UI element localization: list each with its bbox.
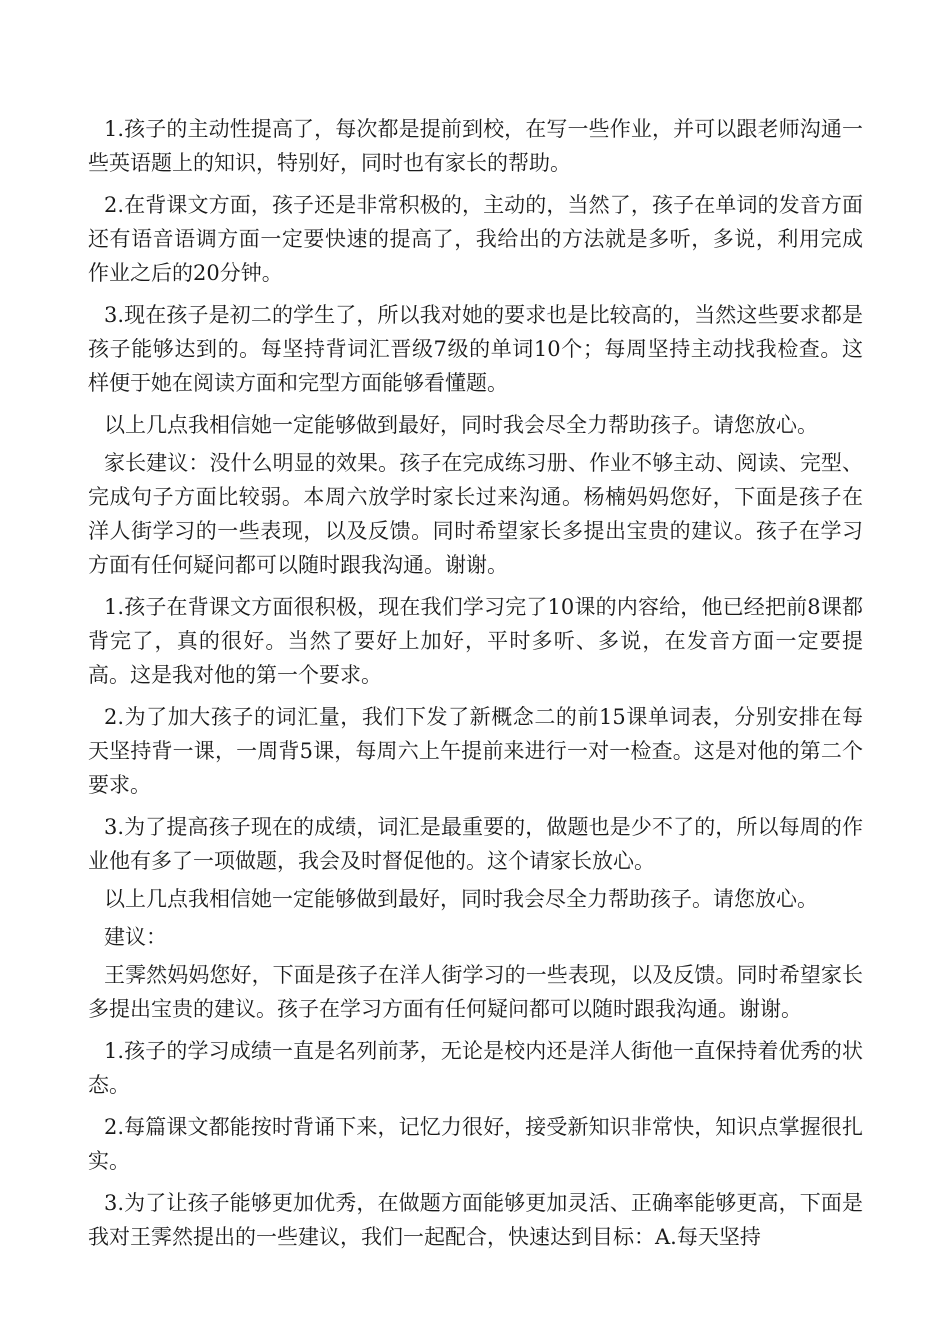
paragraph-6: 1.孩子在背课文方面很积极，现在我们学习完了10课的内容给，他已经把前8课都背完了，真的很好。当然了要好上加好，平时多听、多说，在发音方面一定要提高。这是我对他的第一个要求。: [88, 595, 863, 687]
paragraph-8: 3.为了提高孩子现在的成绩，词汇是最重要的，做题也是少不了的，所以每周的作业他有多了一项做题，我会及时督促他的。这个请家长放心。: [88, 815, 863, 873]
paragraph-13: 2.每篇课文都能按时背诵下来，记忆力很好，接受新知识非常快，知识点掌握很扎实。: [88, 1115, 863, 1173]
paragraph-12: 1.孩子的学习成绩一直是名列前茅，无论是校内还是洋人街他一直保持着优秀的状态。: [88, 1039, 863, 1097]
paragraph-7: 2.为了加大孩子的词汇量，我们下发了新概念二的前15课单词表，分别安排在每天坚持背一课，一周背5课，每周六上午提前来进行一对一检查。这是对他的第二个要求。: [88, 705, 863, 797]
paragraph-4: 以上几点我相信她一定能够做到最好，同时我会尽全力帮助孩子。请您放心。: [104, 413, 818, 437]
paragraph-9: 以上几点我相信她一定能够做到最好，同时我会尽全力帮助孩子。请您放心。: [104, 887, 818, 911]
paragraph-5: 家长建议：没什么明显的效果。孩子在完成练习册、作业不够主动、阅读、完型、完成句子方面比较弱。本周六放学时家长过来沟通。杨楠妈妈您好，下面是孩子在洋人街学习的一些表现，以及反馈。同时希望家长多提出宝贵的建议。孩子在学习方面有任何疑问都可以随时跟我沟通。谢谢。: [88, 451, 863, 577]
paragraph-2: 2.在背课文方面，孩子还是非常积极的，主动的，当然了，孩子在单词的发音方面还有语音语调方面一定要快速的提高了，我给出的方法就是多听，多说，利用完成作业之后的20分钟。: [88, 193, 863, 285]
paragraph-1: 1.孩子的主动性提高了，每次都是提前到校，在写一些作业，并可以跟老师沟通一些英语题上的知识，特别好，同时也有家长的帮助。: [88, 117, 863, 175]
paragraph-3: 3.现在孩子是初二的学生了，所以我对她的要求也是比较高的，当然这些要求都是孩子能够达到的。每坚持背词汇晋级7级的单词10个；每周坚持主动找我检查。这样便于她在阅读方面和完型方面能够看懂题。: [88, 303, 863, 395]
paragraph-10: 建议：: [104, 925, 167, 949]
paragraph-14: 3.为了让孩子能够更加优秀，在做题方面能够更加灵活、正确率能够更高，下面是我对王霁然提出的一些建议，我们一起配合，快速达到目标：A.每天坚持: [88, 1191, 863, 1249]
paragraph-11: 王霁然妈妈您好，下面是孩子在洋人街学习的一些表现，以及反馈。同时希望家长多提出宝贵的建议。孩子在学习方面有任何疑问都可以随时跟我沟通。谢谢。: [88, 963, 863, 1021]
document-body: [88, 112, 863, 1262]
